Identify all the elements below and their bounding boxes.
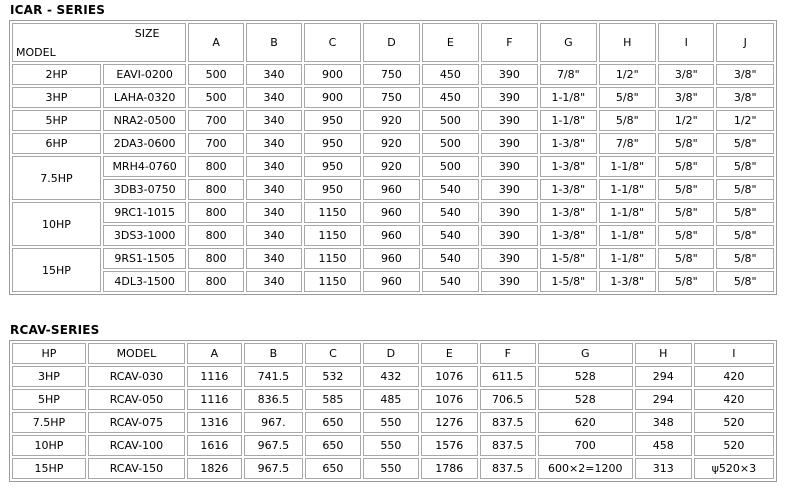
value-cell: 450 (422, 64, 478, 85)
value-cell: 313 (635, 458, 692, 479)
value-cell: 700 (188, 133, 243, 154)
value-cell: 340 (246, 225, 302, 246)
value-cell: 967. (244, 412, 303, 433)
model-cell: RCAV-030 (88, 366, 185, 387)
icar-series-table (9, 20, 777, 295)
value-cell: 900 (304, 64, 360, 85)
table-row (12, 248, 774, 269)
value-cell: 1150 (304, 248, 360, 269)
value-cell: 1150 (304, 271, 360, 292)
value-cell: 920 (363, 133, 420, 154)
rcav-series-table (9, 340, 777, 482)
value-cell: 390 (481, 271, 538, 292)
value-cell: 950 (304, 179, 360, 200)
model-cell: RCAV-075 (88, 412, 185, 433)
icar-header-row (12, 23, 774, 62)
model-cell: RCAV-050 (88, 389, 185, 410)
value-cell: 540 (422, 225, 478, 246)
value-cell: 1-3/8" (540, 179, 596, 200)
value-cell: 650 (305, 435, 361, 456)
value-cell: 550 (363, 458, 419, 479)
value-cell: 1/2" (716, 110, 774, 131)
value-cell: 540 (422, 271, 478, 292)
column-header: C (305, 343, 361, 364)
value-cell: 294 (635, 389, 692, 410)
value-cell: 967.5 (244, 435, 303, 456)
value-cell: 390 (481, 64, 538, 85)
value-cell: 1-1/8" (599, 248, 656, 269)
value-cell: 900 (304, 87, 360, 108)
value-cell: 5/8" (658, 248, 714, 269)
value-cell: 540 (422, 179, 478, 200)
model-cell: MRH4-0760 (103, 156, 187, 177)
column-header: C (304, 23, 360, 62)
column-header: HP (12, 343, 86, 364)
value-cell: 1276 (421, 412, 478, 433)
table-row (12, 412, 774, 433)
value-cell: 390 (481, 248, 538, 269)
value-cell: 1-5/8" (540, 271, 596, 292)
value-cell: 741.5 (244, 366, 303, 387)
value-cell: 500 (422, 110, 478, 131)
value-cell: 650 (305, 458, 361, 479)
value-cell: 1/2" (599, 64, 656, 85)
value-cell: 960 (363, 248, 420, 269)
value-cell: 700 (538, 435, 633, 456)
value-cell: 5/8" (716, 225, 774, 246)
model-cell: 3DS3-1000 (103, 225, 187, 246)
model-cell: 4DL3-1500 (103, 271, 187, 292)
column-header: A (187, 343, 242, 364)
value-cell: 1-1/8" (599, 179, 656, 200)
value-cell: 3/8" (716, 87, 774, 108)
model-cell: RCAV-100 (88, 435, 185, 456)
value-cell: 3/8" (658, 87, 714, 108)
hp-cell: 7.5HP (12, 156, 101, 200)
model-cell: RCAV-150 (88, 458, 185, 479)
table-row (12, 389, 774, 410)
value-cell: 450 (422, 87, 478, 108)
value-cell: 520 (694, 435, 774, 456)
value-cell: 1316 (187, 412, 242, 433)
value-cell: 5/8" (658, 225, 714, 246)
value-cell: 458 (635, 435, 692, 456)
value-cell: 5/8" (658, 179, 714, 200)
value-cell: 540 (422, 248, 478, 269)
table-row (12, 64, 774, 85)
value-cell: 837.5 (480, 458, 536, 479)
value-cell: 950 (304, 133, 360, 154)
value-cell: 920 (363, 110, 420, 131)
value-cell: 5/8" (658, 156, 714, 177)
value-cell: 390 (481, 225, 538, 246)
value-cell: 1-1/8" (599, 156, 656, 177)
value-cell: 420 (694, 389, 774, 410)
column-header: E (422, 23, 478, 62)
value-cell: 960 (363, 225, 420, 246)
value-cell: 800 (188, 248, 243, 269)
model-cell: LAHA-0320 (103, 87, 187, 108)
icar-series-title: ICAR - SERIES (10, 3, 106, 17)
column-header: H (599, 23, 656, 62)
value-cell: 1116 (187, 389, 242, 410)
value-cell: 1-1/8" (599, 225, 656, 246)
value-cell: 920 (363, 156, 420, 177)
value-cell: 485 (363, 389, 419, 410)
model-cell: NRA2-0500 (103, 110, 187, 131)
value-cell: 390 (481, 110, 538, 131)
value-cell: 1150 (304, 202, 360, 223)
table-row (12, 202, 774, 223)
hp-cell: 10HP (12, 435, 86, 456)
value-cell: 340 (246, 133, 302, 154)
value-cell: 960 (363, 179, 420, 200)
value-cell: 500 (422, 133, 478, 154)
value-cell: ψ520×3 (694, 458, 774, 479)
value-cell: 340 (246, 248, 302, 269)
column-header: B (246, 23, 302, 62)
value-cell: 550 (363, 412, 419, 433)
column-header: G (538, 343, 633, 364)
value-cell: 1/2" (658, 110, 714, 131)
value-cell: 528 (538, 366, 633, 387)
rcav-series-title: RCAV-SERIES (10, 323, 100, 337)
hp-cell: 5HP (12, 389, 86, 410)
value-cell: 1076 (421, 389, 478, 410)
model-cell: 9RS1-1505 (103, 248, 187, 269)
value-cell: 1-3/8" (540, 202, 596, 223)
hp-cell: 7.5HP (12, 412, 86, 433)
value-cell: 706.5 (480, 389, 536, 410)
hp-cell: 5HP (12, 110, 101, 131)
column-header: J (716, 23, 774, 62)
value-cell: 5/8" (716, 248, 774, 269)
value-cell: 5/8" (599, 87, 656, 108)
value-cell: 800 (188, 156, 243, 177)
hp-cell: 10HP (12, 202, 101, 246)
value-cell: 1-5/8" (540, 248, 596, 269)
value-cell: 1-3/8" (540, 225, 596, 246)
hp-cell: 3HP (12, 366, 86, 387)
value-cell: 960 (363, 202, 420, 223)
value-cell: 3/8" (716, 64, 774, 85)
column-header: G (540, 23, 596, 62)
value-cell: 960 (363, 271, 420, 292)
value-cell: 1616 (187, 435, 242, 456)
value-cell: 390 (481, 179, 538, 200)
value-cell: 1576 (421, 435, 478, 456)
value-cell: 432 (363, 366, 419, 387)
value-cell: 750 (363, 87, 420, 108)
value-cell: 1-3/8" (540, 156, 596, 177)
value-cell: 700 (188, 110, 243, 131)
value-cell: 340 (246, 64, 302, 85)
column-header: MODEL (88, 343, 185, 364)
value-cell: 5/8" (716, 133, 774, 154)
value-cell: 420 (694, 366, 774, 387)
value-cell: 650 (305, 412, 361, 433)
value-cell: 5/8" (716, 156, 774, 177)
value-cell: 5/8" (716, 271, 774, 292)
value-cell: 500 (422, 156, 478, 177)
table-row (12, 156, 774, 177)
value-cell: 5/8" (658, 271, 714, 292)
model-cell: 9RC1-1015 (103, 202, 187, 223)
value-cell: 1076 (421, 366, 478, 387)
value-cell: 348 (635, 412, 692, 433)
value-cell: 1-3/8" (540, 133, 596, 154)
value-cell: 837.5 (480, 412, 536, 433)
value-cell: 528 (538, 389, 633, 410)
value-cell: 585 (305, 389, 361, 410)
column-header: E (421, 343, 478, 364)
value-cell: 5/8" (658, 202, 714, 223)
model-cell: EAVI-0200 (103, 64, 187, 85)
value-cell: 540 (422, 202, 478, 223)
value-cell: 950 (304, 110, 360, 131)
value-cell: 340 (246, 202, 302, 223)
value-cell: 1150 (304, 225, 360, 246)
value-cell: 5/8" (599, 110, 656, 131)
table-row (12, 225, 774, 246)
value-cell: 837.5 (480, 435, 536, 456)
value-cell: 340 (246, 179, 302, 200)
value-cell: 1-1/8" (540, 87, 596, 108)
value-cell: 1116 (187, 366, 242, 387)
size-model-corner-cell (12, 23, 186, 62)
value-cell: 390 (481, 87, 538, 108)
column-header: D (363, 343, 419, 364)
value-cell: 5/8" (716, 179, 774, 200)
value-cell: 800 (188, 271, 243, 292)
column-header: D (363, 23, 420, 62)
model-label: MODEL (16, 46, 56, 59)
value-cell: 390 (481, 133, 538, 154)
table-row (12, 366, 774, 387)
column-header: F (480, 343, 536, 364)
value-cell: 950 (304, 156, 360, 177)
hp-cell: 15HP (12, 248, 101, 292)
table-row (12, 110, 774, 131)
value-cell: 340 (246, 110, 302, 131)
value-cell: 390 (481, 156, 538, 177)
value-cell: 294 (635, 366, 692, 387)
value-cell: 1826 (187, 458, 242, 479)
value-cell: 1786 (421, 458, 478, 479)
column-header: F (481, 23, 538, 62)
hp-cell: 15HP (12, 458, 86, 479)
value-cell: 620 (538, 412, 633, 433)
value-cell: 7/8" (540, 64, 596, 85)
column-header: A (188, 23, 243, 62)
value-cell: 800 (188, 225, 243, 246)
hp-cell: 2HP (12, 64, 101, 85)
value-cell: 520 (694, 412, 774, 433)
value-cell: 1-1/8" (540, 110, 596, 131)
value-cell: 340 (246, 271, 302, 292)
column-header: B (244, 343, 303, 364)
value-cell: 390 (481, 202, 538, 223)
size-label: SIZE (134, 27, 160, 40)
value-cell: 967.5 (244, 458, 303, 479)
value-cell: 836.5 (244, 389, 303, 410)
model-cell: 3DB3-0750 (103, 179, 187, 200)
value-cell: 5/8" (658, 133, 714, 154)
column-header: H (635, 343, 692, 364)
model-cell: 2DA3-0600 (103, 133, 187, 154)
value-cell: 750 (363, 64, 420, 85)
hp-cell: 6HP (12, 133, 101, 154)
value-cell: 3/8" (658, 64, 714, 85)
value-cell: 550 (363, 435, 419, 456)
value-cell: 800 (188, 179, 243, 200)
value-cell: 340 (246, 156, 302, 177)
value-cell: 7/8" (599, 133, 656, 154)
table-row (12, 458, 774, 479)
value-cell: 532 (305, 366, 361, 387)
column-header: I (658, 23, 714, 62)
table-row (12, 133, 774, 154)
value-cell: 1-3/8" (599, 271, 656, 292)
table-row (12, 87, 774, 108)
hp-cell: 3HP (12, 87, 101, 108)
value-cell: 5/8" (716, 202, 774, 223)
rcav-header-row (12, 343, 774, 364)
value-cell: 600×2=1200 (538, 458, 633, 479)
table-row (12, 271, 774, 292)
column-header: I (694, 343, 774, 364)
table-row (12, 179, 774, 200)
value-cell: 611.5 (480, 366, 536, 387)
table-row (12, 435, 774, 456)
value-cell: 800 (188, 202, 243, 223)
value-cell: 1-1/8" (599, 202, 656, 223)
value-cell: 340 (246, 87, 302, 108)
value-cell: 500 (188, 87, 243, 108)
value-cell: 500 (188, 64, 243, 85)
